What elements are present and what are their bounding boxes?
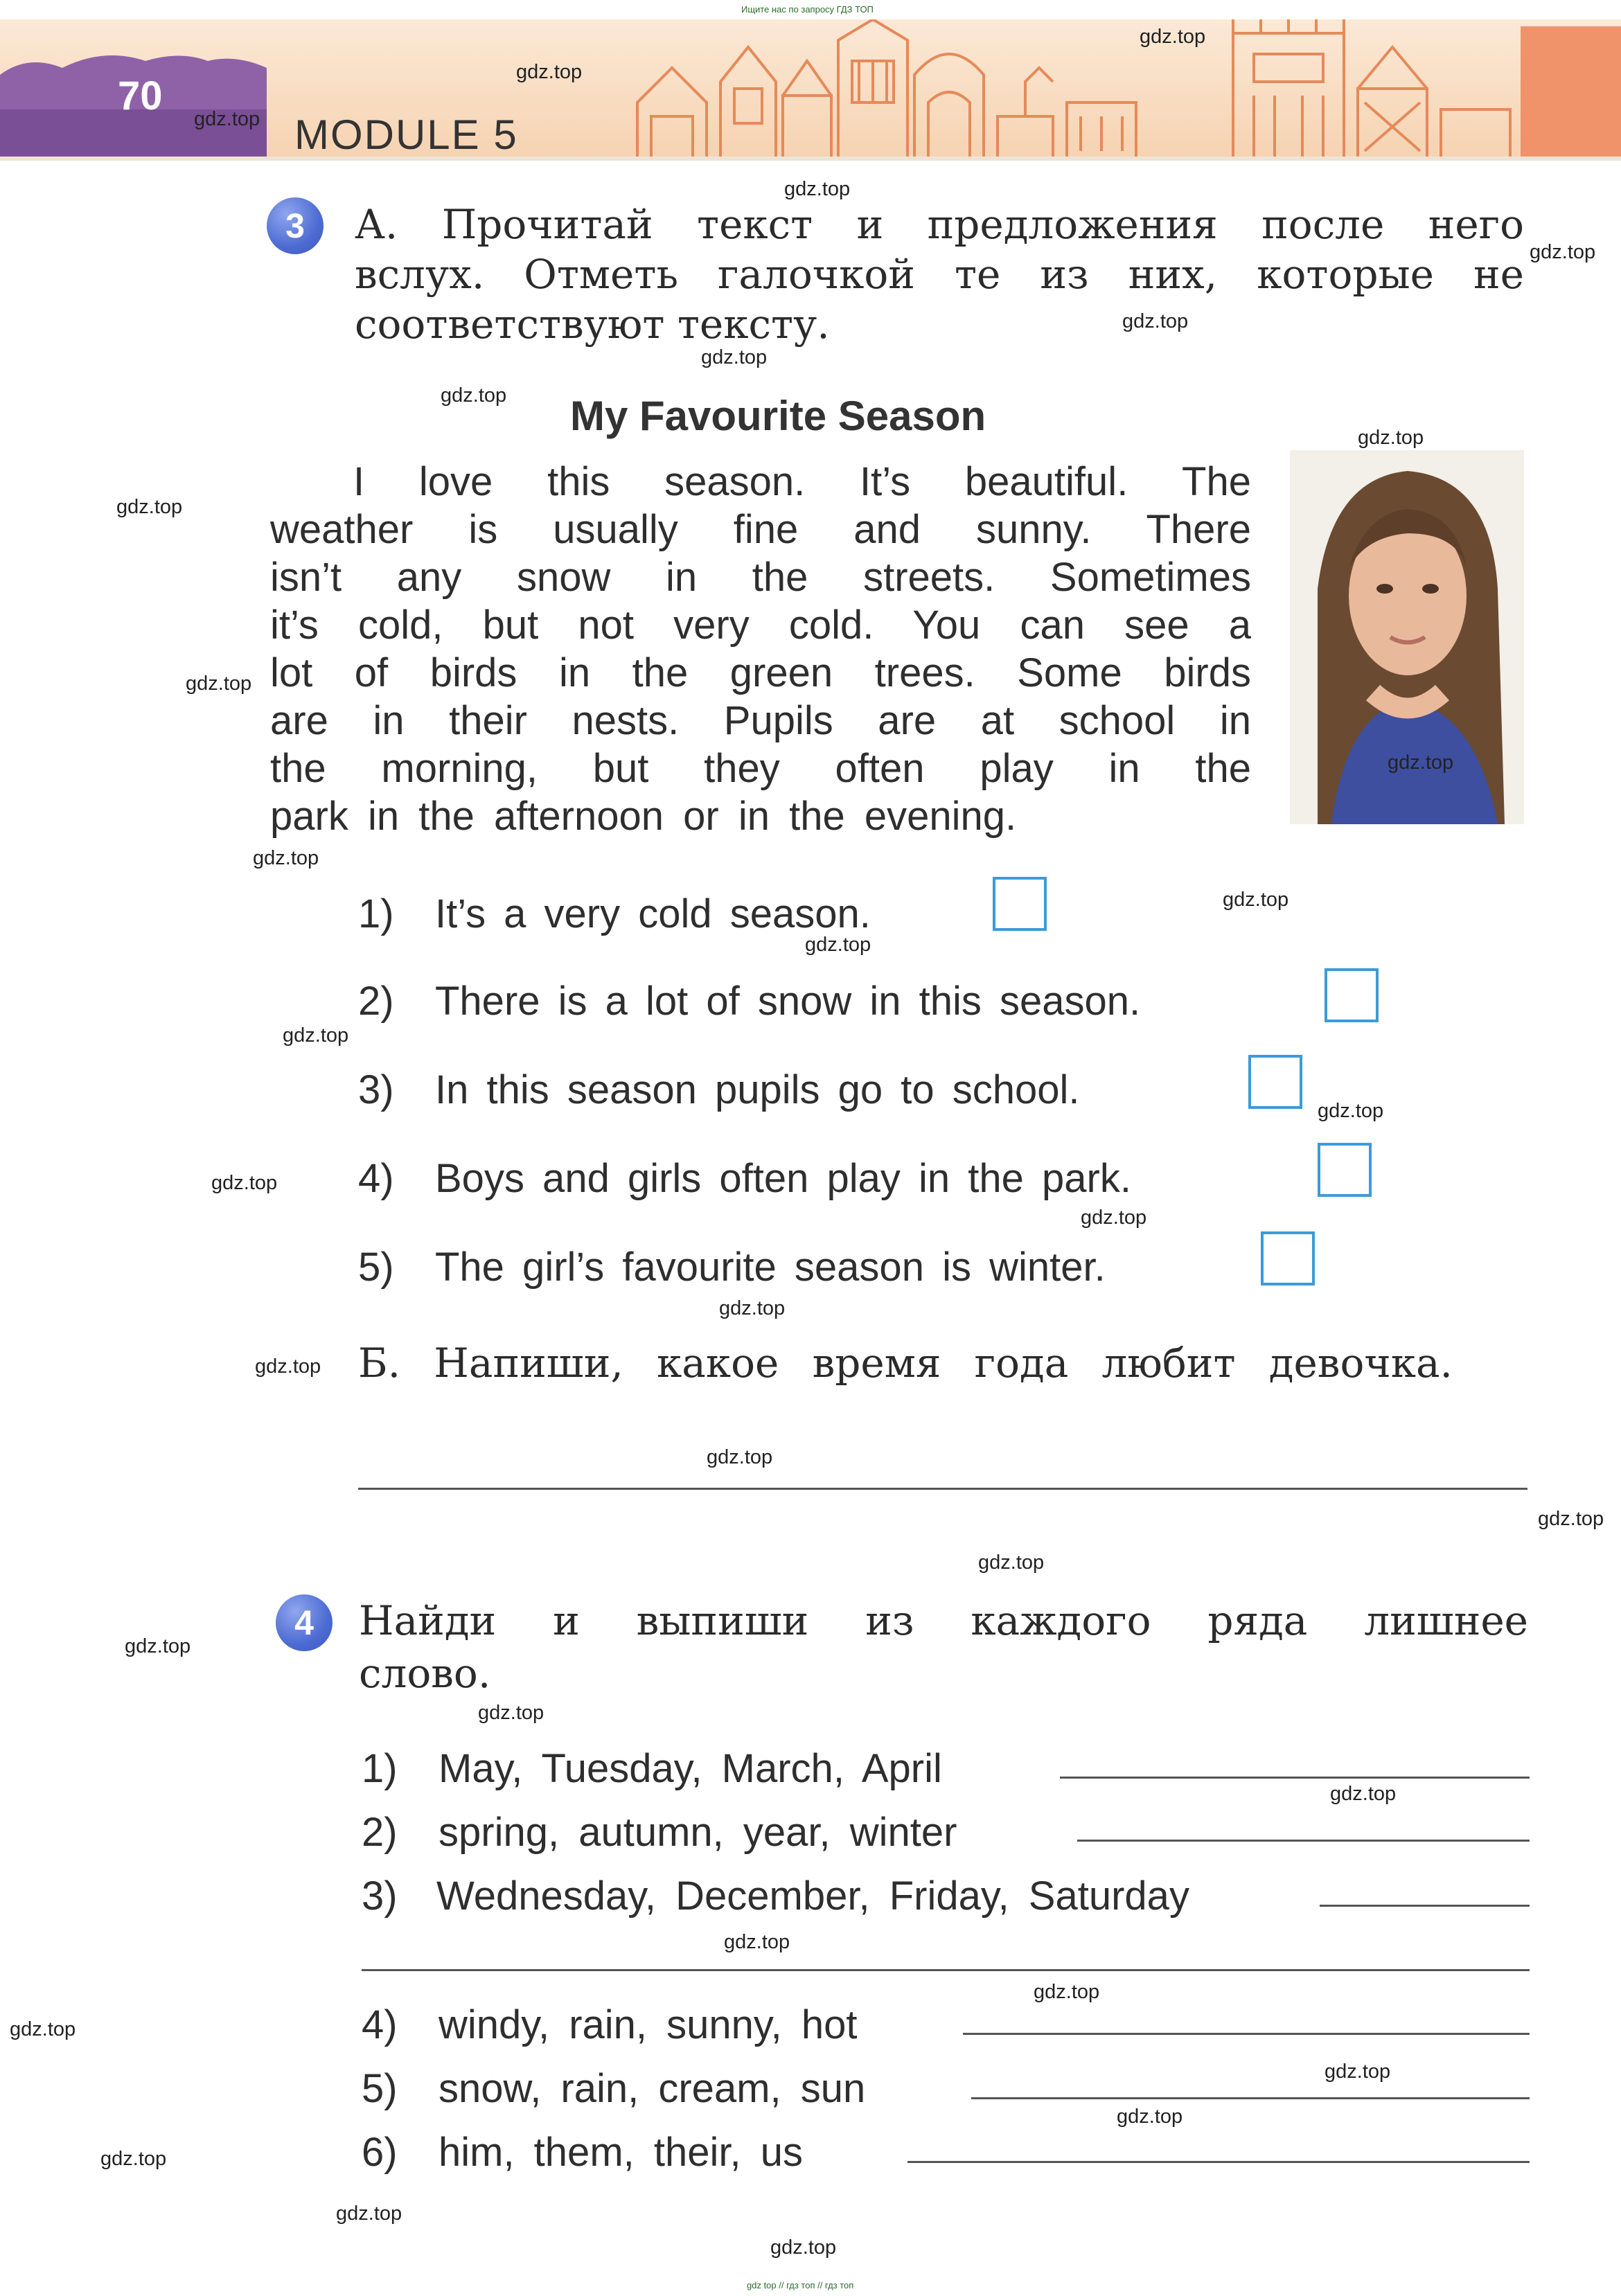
watermark: gdz.top	[186, 673, 252, 695]
row-6-number: 6)	[362, 2130, 398, 2175]
skyline-illustration	[610, 19, 1524, 157]
exercise-3-instruction-line-3: соответствуют тексту.	[355, 301, 830, 348]
watermark: gdz.top	[125, 1635, 191, 1657]
exercise-3-badge: 3	[267, 197, 324, 254]
statement-4-number: 4)	[358, 1156, 394, 1201]
watermark: gdz.top	[719, 1297, 786, 1319]
watermark: gdz.top	[255, 1355, 321, 1378]
exercise-3-answer-line[interactable]	[358, 1488, 1527, 1490]
statement-2-number: 2)	[358, 979, 394, 1024]
statement-5-number: 5)	[358, 1245, 394, 1290]
statement-2-checkbox[interactable]	[1325, 968, 1379, 1022]
exercise-4-badge: 4	[276, 1594, 333, 1651]
row-6-answer-line[interactable]	[907, 2161, 1530, 2163]
watermark: gdz.top	[1318, 1100, 1384, 1122]
watermark: gdz.top	[1330, 1783, 1397, 1805]
watermark: gdz.top	[194, 108, 260, 130]
story-line-5: lot of birds in the green trees. Some birds	[270, 650, 1251, 695]
statement-1-checkbox[interactable]	[993, 877, 1047, 931]
watermark: gdz.top	[784, 178, 851, 200]
statement-4-text: Boys and girls often play in the park.	[435, 1156, 1131, 1201]
watermark: gdz.top	[253, 847, 319, 869]
story-line-6: are in their nests. Pupils are at school in	[270, 698, 1251, 743]
header-divider	[0, 157, 1621, 161]
row-3-answer-line-b[interactable]	[362, 1969, 1530, 1971]
row-3-words: Wednesday, December, Friday, Saturday	[436, 1874, 1189, 1919]
watermark: gdz.top	[724, 1931, 790, 1953]
row-5-answer-line[interactable]	[971, 2097, 1530, 2099]
watermark: gdz.top	[1325, 2061, 1391, 2083]
watermark: gdz.top	[116, 496, 183, 518]
top-note: Ищите нас по запросу ГДЗ ТОП	[741, 4, 874, 15]
statement-3-number: 3)	[358, 1067, 394, 1112]
exercise-3-instruction-line-1: А. Прочитай текст и предложения после него	[355, 201, 1524, 248]
row-1-number: 1)	[362, 1746, 398, 1791]
watermark: gdz.top	[978, 1551, 1045, 1574]
module-title: MODULE 5	[294, 112, 518, 158]
watermark: gdz.top	[805, 934, 871, 956]
watermark: gdz.top	[1140, 26, 1206, 48]
watermark: gdz.top	[1538, 1508, 1604, 1530]
row-5-number: 5)	[362, 2066, 398, 2111]
watermark: gdz.top	[707, 1446, 773, 1468]
row-2-number: 2)	[362, 1810, 398, 1855]
watermark: gdz.top	[1117, 2106, 1183, 2128]
page-number: 70	[118, 73, 163, 118]
story-title: My Favourite Season	[570, 393, 986, 439]
row-5-words: snow, rain, cream, sun	[439, 2066, 866, 2111]
watermark: gdz.top	[100, 2148, 167, 2170]
watermark: gdz.top	[441, 384, 507, 407]
story-line-3: isn’t any snow in the streets. Sometimes	[270, 555, 1251, 600]
statement-4-checkbox[interactable]	[1318, 1143, 1372, 1197]
row-3-number: 3)	[362, 1874, 398, 1919]
watermark: gdz.top	[1223, 889, 1289, 911]
watermark: gdz.top	[1358, 427, 1424, 449]
footer-note: gdz top // гдз топ // гдз топ	[747, 2280, 854, 2290]
watermark: gdz.top	[770, 2236, 837, 2259]
exercise-4-instruction-line-1: Найди и выпиши из каждого ряда лишнее	[359, 1597, 1528, 1644]
row-1-answer-line[interactable]	[1060, 1777, 1530, 1779]
row-3-answer-line-a[interactable]	[1320, 1905, 1530, 1907]
watermark: gdz.top	[10, 2018, 76, 2040]
watermark: gdz.top	[1388, 751, 1454, 774]
header-color-block	[1521, 26, 1621, 157]
row-4-number: 4)	[362, 2002, 398, 2047]
statement-3-checkbox[interactable]	[1248, 1055, 1302, 1109]
row-4-words: windy, rain, sunny, hot	[439, 2002, 858, 2047]
story-line-7: the morning, but they often play in the	[270, 746, 1251, 791]
exercise-3-instruction-b: Б. Напиши, какое время года любит девочка.	[358, 1340, 1453, 1387]
row-4-answer-line[interactable]	[963, 2033, 1530, 2035]
watermark: gdz.top	[336, 2202, 402, 2225]
row-1-words: May, Tuesday, March, April	[439, 1746, 942, 1791]
statement-3-text: In this season pupils go to school.	[435, 1067, 1080, 1112]
statement-5-text: The girl’s favourite season is winter.	[435, 1245, 1106, 1290]
row-6-words: him, them, their, us	[439, 2130, 803, 2175]
story-line-4: it’s cold, but not very cold. You can see a	[270, 603, 1251, 648]
header-band	[0, 19, 1621, 157]
exercise-4-instruction-line-2: слово.	[359, 1650, 491, 1697]
story-line-2: weather is usually fine and sunny. There	[270, 507, 1251, 552]
statement-1-number: 1)	[358, 891, 394, 936]
story-line-8: park in the afternoon or in the evening.	[270, 794, 1017, 839]
watermark: gdz.top	[211, 1172, 278, 1194]
statement-5-checkbox[interactable]	[1261, 1231, 1315, 1285]
statement-2-text: There is a lot of snow in this season.	[435, 979, 1141, 1024]
row-2-words: spring, autumn, year, winter	[439, 1810, 957, 1855]
statement-1-text: It’s a very cold season.	[435, 891, 871, 936]
watermark: gdz.top	[1122, 310, 1189, 332]
watermark: gdz.top	[701, 346, 768, 368]
watermark: gdz.top	[478, 1702, 544, 1724]
watermark: gdz.top	[1530, 241, 1596, 263]
row-2-answer-line[interactable]	[1077, 1840, 1530, 1842]
watermark: gdz.top	[1081, 1207, 1147, 1229]
watermark: gdz.top	[283, 1024, 349, 1047]
watermark: gdz.top	[1034, 1981, 1100, 2003]
exercise-3-instruction-line-2: вслух. Отметь галочкой те из них, которые не	[355, 251, 1524, 298]
story-line-1: I love this season. It’s beautiful. The	[353, 459, 1251, 504]
watermark: gdz.top	[516, 61, 583, 83]
